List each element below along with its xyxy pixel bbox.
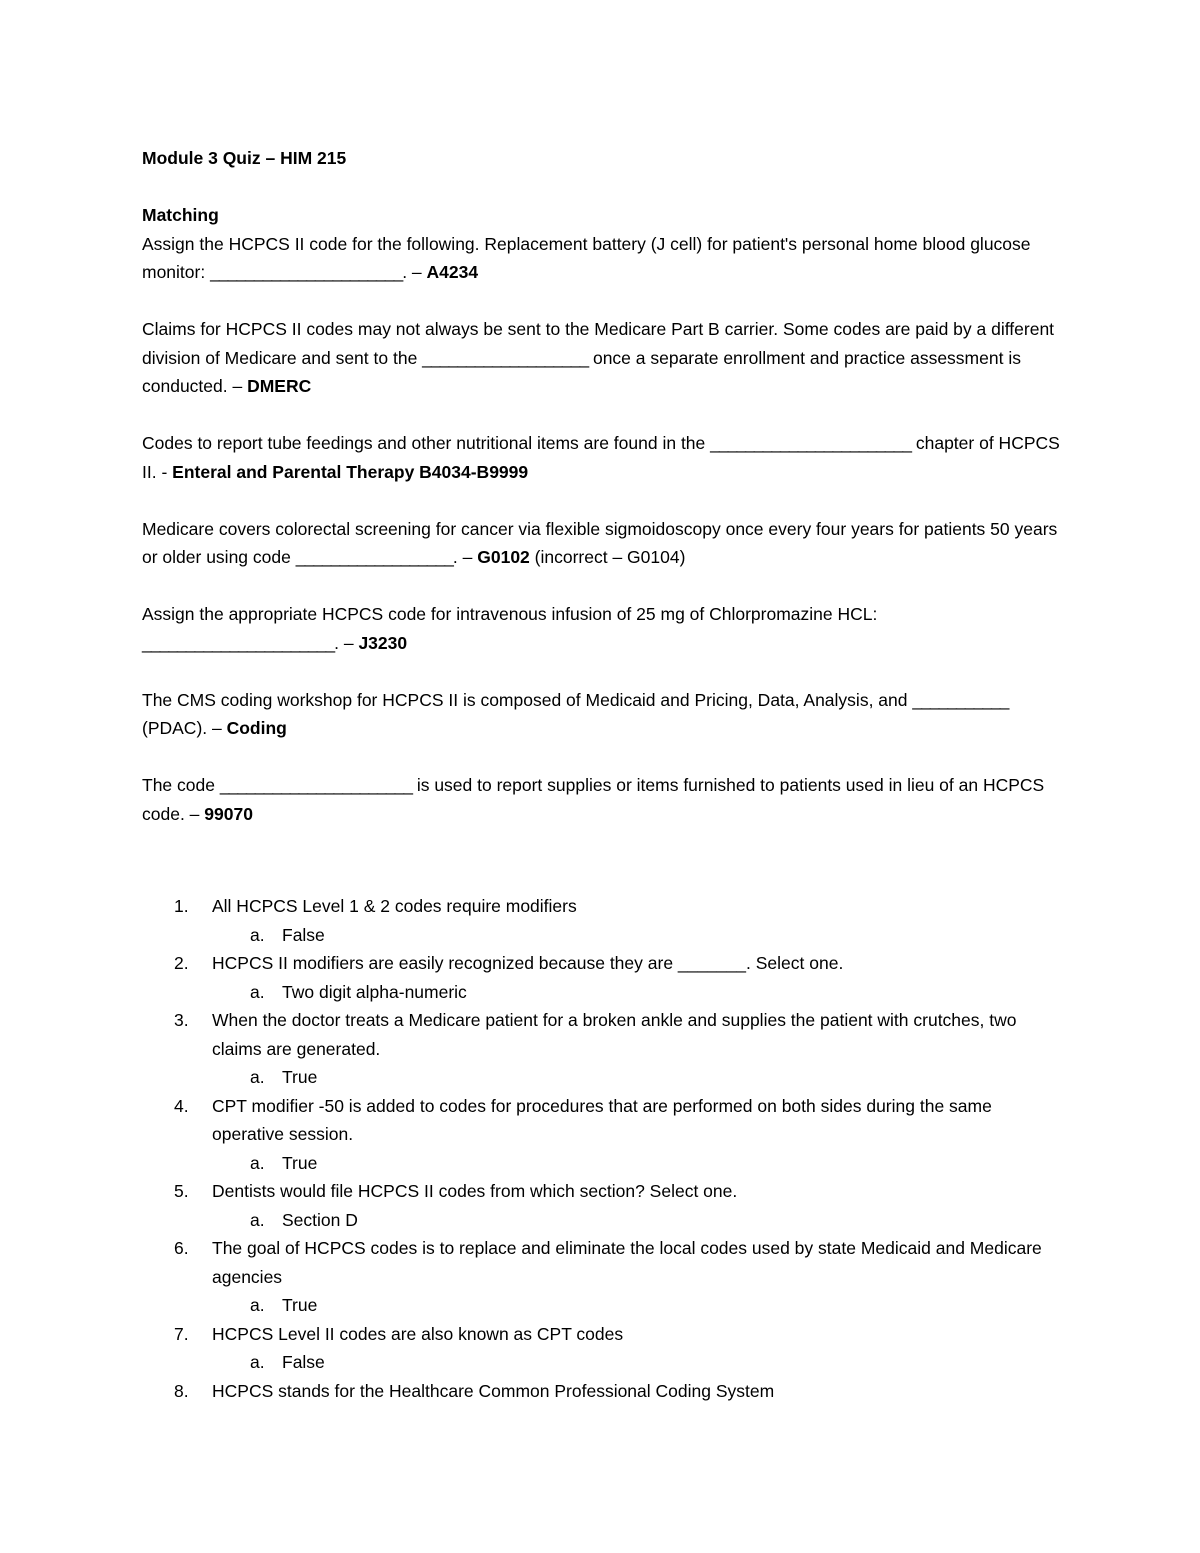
matching-item <box>142 686 1062 743</box>
matching-text-before: The code <box>142 775 220 795</box>
answer-blank: ______________________ <box>142 632 335 653</box>
matching-item <box>142 515 1062 572</box>
matching-item <box>142 771 1062 828</box>
matching-answer: A4234 <box>426 262 479 282</box>
matching-text-after: . – <box>402 262 427 282</box>
question-number: 1. <box>174 896 189 916</box>
paragraph-gap <box>142 657 1062 686</box>
paragraph-gap <box>142 287 1062 316</box>
question-text: The goal of HCPCS codes is to replace and eliminate the local codes used by state Medicaid and Medicare agencies <box>212 1238 1042 1287</box>
answer-blank: __________________ <box>295 547 453 567</box>
answer-letter: a. <box>250 1352 265 1372</box>
answer-text: True <box>282 1152 318 1173</box>
question-answer <box>142 1348 1062 1377</box>
quiz-question <box>142 1177 1062 1206</box>
section-heading: Matching <box>142 205 219 225</box>
matching-text-after: is used to report supplies or items furnished to patients used in lieu of an HCPCS code. – <box>142 775 1045 824</box>
matching-item <box>142 315 1062 401</box>
document-body <box>142 144 1062 1423</box>
question-text: Dentists would file HCPCS II codes from which section? Select one. <box>212 1181 738 1201</box>
matching-text-after: . – <box>452 547 478 567</box>
answer-letter: a. <box>250 924 265 945</box>
answer-letter: a. <box>250 1152 265 1173</box>
question-number: 6. <box>174 1238 189 1258</box>
question-text: HCPCS II modifiers are easily recognized because they are _______. Select one. <box>212 953 844 973</box>
answer-blank: ___________________ <box>422 347 589 368</box>
question-text: All HCPCS Level 1 & 2 codes require modifiers <box>212 896 577 916</box>
answer-text: Two digit alpha-numeric <box>282 981 467 1002</box>
quiz-question <box>142 949 1062 978</box>
matching-answer: G0102 <box>477 547 530 567</box>
question-text: CPT modifier -50 is added to codes for procedures that are performed on both sides during the same operative session. <box>212 1095 992 1144</box>
matching-text-after: once a separate enrollment and practice assessment is conducted. – <box>142 347 1021 396</box>
question-number: 8. <box>174 1380 189 1401</box>
matching-section <box>142 230 1062 829</box>
quiz-question <box>142 1234 1062 1291</box>
question-number: 7. <box>174 1323 189 1344</box>
matching-answer-note: (incorrect – G0104) <box>529 547 686 567</box>
question-answer <box>142 921 1062 950</box>
answer-blank: ___________ <box>912 689 1009 710</box>
matching-text-after: . – <box>334 632 359 653</box>
question-answer <box>142 1063 1062 1092</box>
answer-blank: ______________________ <box>210 262 403 282</box>
question-number: 5. <box>174 1181 189 1201</box>
question-number: 2. <box>174 953 189 973</box>
matching-text-before: Assign the appropriate HCPCS code for intravenous infusion of 25 mg of Chlorpromazine HCL: <box>142 604 878 624</box>
question-text: HCPCS stands for the Healthcare Common Professional Coding System <box>212 1380 775 1401</box>
matching-text-before: Codes to report tube feedings and other nutritional items are found in the <box>142 433 711 453</box>
answer-text: True <box>282 1295 318 1315</box>
answer-text: False <box>282 1352 325 1372</box>
question-answer <box>142 1206 1062 1235</box>
matching-item <box>142 230 1062 287</box>
question-answer <box>142 1149 1062 1178</box>
matching-answer: J3230 <box>358 632 408 653</box>
answer-letter: a. <box>250 1067 265 1087</box>
matching-item <box>142 600 1062 657</box>
question-answer <box>142 1291 1062 1320</box>
matching-answer: DMERC <box>247 376 312 396</box>
answer-text: True <box>282 1067 318 1087</box>
quiz-question <box>142 892 1062 921</box>
question-text: When the doctor treats a Medicare patient for a broken ankle and supplies the patient with crutches, two claims are generated. <box>212 1010 1017 1059</box>
paragraph-gap <box>142 572 1062 601</box>
answer-letter: a. <box>250 981 265 1002</box>
quiz-question <box>142 1320 1062 1349</box>
paragraph-gap <box>142 401 1062 430</box>
matching-text-after: (PDAC). – <box>142 718 227 738</box>
matching-text-before: Claims for HCPCS II codes may not always be sent to the Medicare Part B carrier. Some codes are paid by a different division of Medicare and sent to the <box>142 319 1055 368</box>
document-title: Module 3 Quiz – HIM 215 <box>142 148 347 168</box>
matching-answer: 99070 <box>204 803 253 824</box>
quiz-question <box>142 1006 1062 1063</box>
question-text: HCPCS Level II codes are also known as CPT codes <box>212 1323 624 1344</box>
matching-answer: Coding <box>226 718 287 738</box>
question-number: 3. <box>174 1010 189 1030</box>
answer-blank: ______________________ <box>219 775 412 795</box>
answer-letter: a. <box>250 1209 265 1230</box>
answer-text: False <box>282 924 325 945</box>
matching-text-after: chapter of HCPCS II. - <box>142 433 1060 482</box>
answer-blank: _______________________ <box>710 433 911 453</box>
answer-letter: a. <box>250 1295 265 1315</box>
quiz-question <box>142 1092 1062 1149</box>
question-answer <box>142 978 1062 1007</box>
question-list <box>142 892 1062 1405</box>
paragraph-gap <box>142 743 1062 772</box>
answer-text: Section D <box>282 1209 358 1230</box>
quiz-question <box>142 1377 1062 1406</box>
matching-text-before: Medicare covers colorectal screening for cancer via flexible sigmoidoscopy once every four years for patients 50 years or older using code <box>142 518 1058 567</box>
matching-text-before: The CMS coding workshop for HCPCS II is composed of Medicaid and Pricing, Data, Analysis, and <box>142 689 913 710</box>
matching-text-before: Assign the HCPCS II code for the following. Replacement battery (J cell) for patient's personal home blood glucose monitor: <box>142 233 1031 282</box>
paragraph-gap <box>142 486 1062 515</box>
matching-answer: Enteral and Parental Therapy B4034-B9999 <box>172 461 529 482</box>
matching-item <box>142 429 1062 486</box>
question-number: 4. <box>174 1095 189 1116</box>
